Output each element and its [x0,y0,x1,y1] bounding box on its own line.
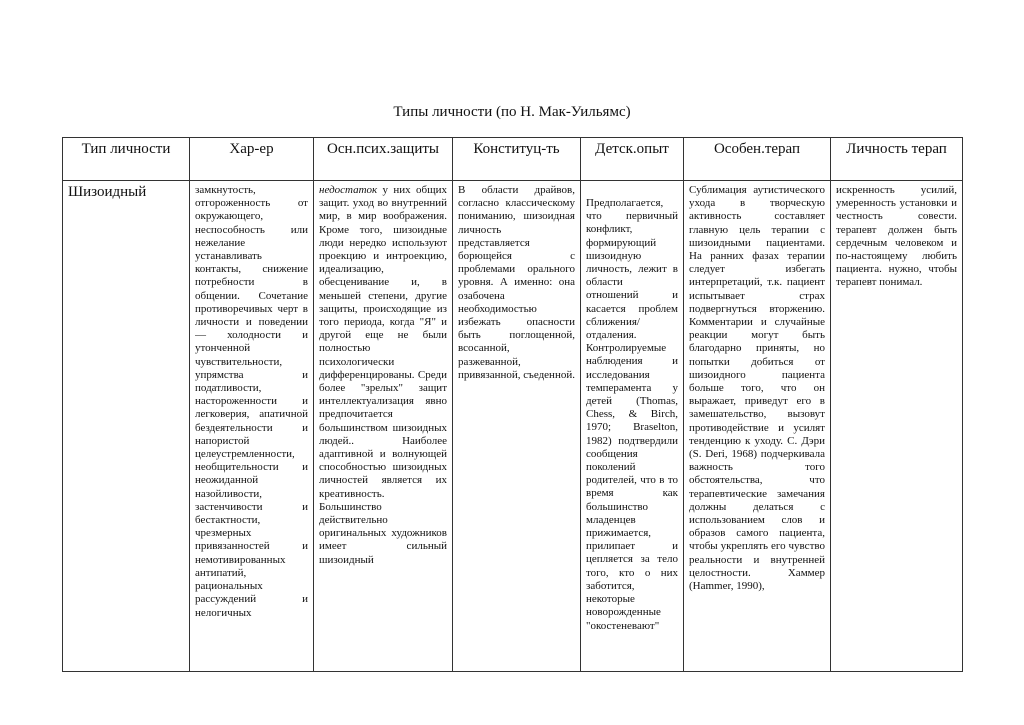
cell-personality-type [63,181,190,672]
character-text: замкнутость, отгороженность от окружающего, неспособность или нежелание устанавливать контакты, снижение потребности в общении. Сочетание противоречивых черт в личности и поведении — холодности и утонченной чувствительности, упрямства и податливости, настороженности и легковерия, апатичной бездеятельности и напористой целеустремленности, необщительности и неожиданной назойливости, застенчивости и бестактности, чрезмерных привязанностей и немотивированных антипатий, рациональных рассуждений и нелогичных [195,184,308,619]
header-therapist: Личность терап [831,138,963,181]
table-row [63,181,963,672]
defenses-paragraph [319,184,447,567]
cell-therapist [831,181,963,672]
defenses-text: у них общих защит. уход во внутренний мир, в мир воображения. Кроме того, шизоидные люди нередко используют проекцию и интроекцию, идеализацию, обесценивание и, в меньшей степени, другие защиты, происходящие из того периода, когда "Я" и другой еще не были полностью психологически дифференцированы. Среди более "зрелых" защит интеллектуализация явно предпочитается большинством шизоидных людей.. Наиболее адаптивной и волнующей способностью шизоидных личностей является их креативность. Большинство действительно оригинальных художников имеет сильный шизоидный [319,184,447,566]
header-constitution: Конституц-ть [453,138,581,181]
cell-childhood [581,181,684,672]
cell-character [190,181,314,672]
personality-type-label: Шизоидный [68,184,147,200]
cell-defenses [314,181,453,672]
table-header-row [63,138,963,181]
page-title: Типы личности (по Н. Мак-Уильямс) [393,104,631,120]
header-therapy: Особен.терап [684,138,831,181]
cell-constitution [453,181,581,672]
header-personality-type: Тип личности [63,138,190,181]
header-defenses: Осн.псих.защиты [314,138,453,181]
childhood-text: Предполагается, что первичный конфликт, формирующий шизоидную личность, лежит в области отношений и касается проблем сближения/отдаления. Контролируемые наблюдения и исследования темперамента у детей (Thomas, Chess, & Birch, 1970; Braselton, 1982) подтвердили сообщения поколений родителей, что в то время как большинство младенцев прижимается, прилипает и цепляется за тело того, кто о них заботится, некоторые новорожденные "окостеневают" [586,197,678,632]
therapy-text: Сублимация аутистического ухода в творческую активность составляет главную цель терапии с шизоидными пациентами. На ранних фазах терапии следует избегать интерпретаций, т.к. пациент испытывает страх подвергнуться вторжению. Комментарии и случайные реакции могут быть благодарно приняты, но попытки добиться от шизоидного пациента больше того, что он выражает, приведут его в замешательство, вызовут противодействие и усилят тенденцию к уходу. С. Дэри (S. Deri, 1968) подчеркивала важность того обстоятельства, что терапевтические замечания должны делаться с использованием слов и образов самого пациента, чтобы укреплять его чувство реальности и внутренней целостности. Хаммер (Hammer, 1990), [689,184,825,593]
cell-therapy [684,181,831,672]
header-character: Хар-ер [190,138,314,181]
constitution-text: В области драйвов, согласно классическому пониманию, шизоидная личность представляется борющейся с проблемами орального уровня. А именно: она озабочена необходимостью избежать опасности быть поглощенной, всосанной, разжеванной, привязанной, съеденной. [458,184,575,381]
header-childhood: Детск.опыт [581,138,684,181]
personality-types-table [62,137,963,672]
defenses-lead-word: недостаток [319,184,378,196]
therapist-text: искренность усилий, умеренность установки и честность совести. терапевт должен быть сердечным человеком и по-настоящему любить пациента. нужно, чтобы терапевт понимал. [836,184,957,289]
